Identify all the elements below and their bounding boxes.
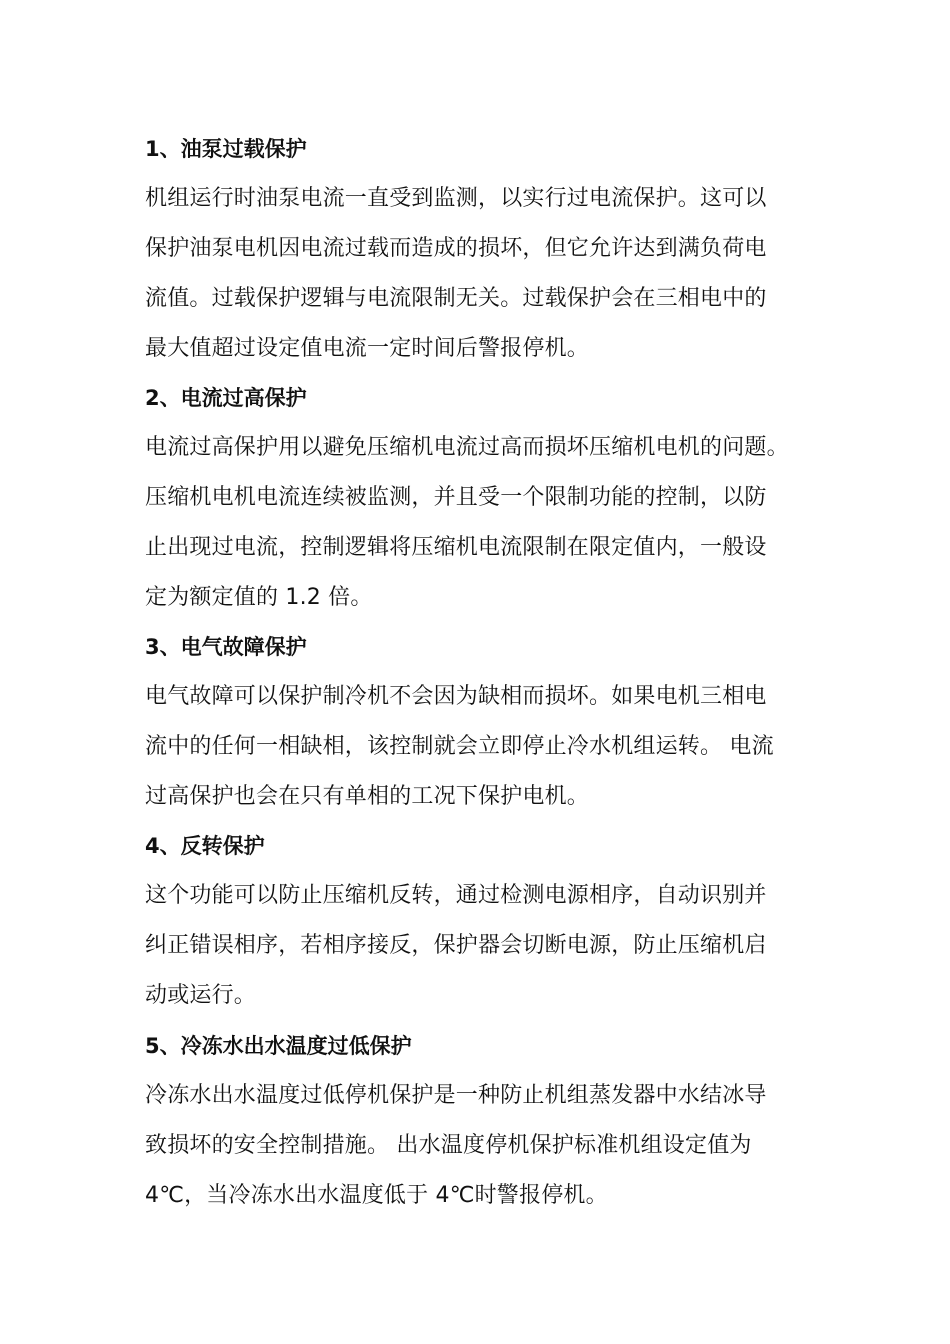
section-2-title: 2、电流过高保护 <box>145 386 307 410</box>
section-3-line-1: 电气故障可以保护制冷机不会因为缺相而损坏。如果电机三相电 <box>145 684 767 709</box>
section-5-line-3: 4℃，当冷冻水出水温度低于 4℃时警报停机。 <box>145 1183 608 1208</box>
section-1-line-3: 流值。过载保护逻辑与电流限制无关。过载保护会在三相电中的 <box>145 286 767 311</box>
section-2-line-4: 定为额定值的 1.2 倍。 <box>145 585 373 610</box>
section-2-line-3: 止出现过电流，控制逻辑将压缩机电流限制在限定值内，一般设 <box>145 535 767 560</box>
section-3-line-3: 过高保护也会在只有单相的工况下保护电机。 <box>145 784 590 809</box>
section-1-line-1: 机组运行时油泵电流一直受到监测，以实行过电流保护。这可以 <box>145 186 767 211</box>
section-1-line-4: 最大值超过设定值电流一定时间后警报停机。 <box>145 336 590 361</box>
section-1-title: 1、油泵过载保护 <box>145 137 307 161</box>
section-4-line-3: 动或运行。 <box>145 983 257 1008</box>
section-5-line-1: 冷冻水出水温度过低停机保护是一种防止机组蒸发器中水结冰导 <box>145 1083 767 1108</box>
section-4-line-1: 这个功能可以防止压缩机反转，通过检测电源相序，自动识别并 <box>145 883 767 908</box>
section-3-title: 3、电气故障保护 <box>145 635 307 659</box>
section-5-title: 5、冷冻水出水温度过低保护 <box>145 1034 412 1058</box>
section-4-line-2: 纠正错误相序，若相序接反，保护器会切断电源，防止压缩机启 <box>145 933 767 958</box>
section-2-line-1: 电流过高保护用以避免压缩机电流过高而损坏压缩机电机的问题。 <box>145 435 789 460</box>
section-1-line-2: 保护油泵电机因电流过载而造成的损坏，但它允许达到满负荷电 <box>145 236 767 261</box>
section-3-line-2: 流中的任何一相缺相，该控制就会立即停止冷水机组运转。 电流 <box>145 734 774 759</box>
section-2-line-2: 压缩机电机电流连续被监测，并且受一个限制功能的控制，以防 <box>145 485 767 510</box>
section-5-line-2: 致损坏的安全控制措施。 出水温度停机保护标准机组设定值为 <box>145 1133 752 1158</box>
section-4-title: 4、反转保护 <box>145 834 265 858</box>
